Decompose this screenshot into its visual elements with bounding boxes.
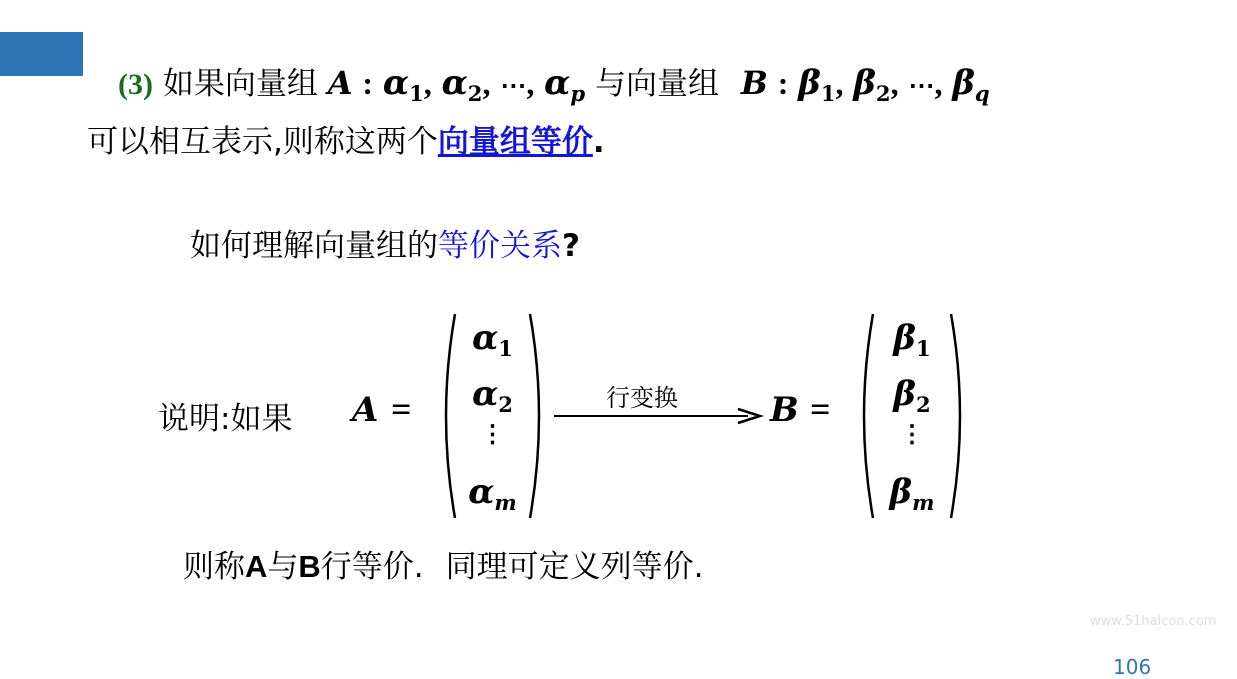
accent-bar xyxy=(0,32,83,76)
equals-a: = xyxy=(391,389,412,429)
matrix-a-entry-1: $\alpha_1$ xyxy=(472,318,513,362)
text-if-group: 如果向量组 xyxy=(162,66,318,102)
alpha-2: $\alpha_2$ xyxy=(441,63,483,107)
beta-q: $\beta_q$ xyxy=(952,63,990,107)
matrix-b-name: B xyxy=(770,390,799,430)
item-number: (3) xyxy=(118,68,153,101)
question-highlight: 等价关系 xyxy=(438,228,562,264)
row-transform-arrow xyxy=(554,406,764,426)
conclusion-line xyxy=(183,541,704,586)
ellipsis-b: ⋯ xyxy=(908,71,935,100)
conclusion-t2: 与 xyxy=(267,549,299,585)
alpha-1: $\alpha_1$ xyxy=(382,63,424,107)
matrix-a-entry-2: $\alpha_2$ xyxy=(472,374,513,418)
beta-1: $\beta_1$ xyxy=(798,63,836,107)
colon-a: : xyxy=(362,65,374,101)
line2-period: . xyxy=(592,124,605,160)
group-b-name: B xyxy=(740,64,768,102)
matrix-b-entry-1: $\beta_1$ xyxy=(893,318,931,362)
watermark: www.51halcon.com xyxy=(1090,614,1217,629)
page-number: 106 xyxy=(1113,655,1152,679)
conclusion-a: A xyxy=(245,549,268,584)
matrix-a xyxy=(435,310,550,522)
alpha-p: $\alpha_p$ xyxy=(544,63,586,107)
matrix-b-entry-m: $\beta_m$ xyxy=(889,472,935,516)
row-transform-label: 行变换 xyxy=(606,384,678,412)
matrix-b xyxy=(853,310,971,522)
explain-label: 说明:如果 xyxy=(158,401,293,437)
question-mark: ? xyxy=(562,228,580,264)
conclusion-t4: 同理可定义列等价. xyxy=(445,549,704,585)
matrix-b-vdots: ⋮ xyxy=(900,422,924,448)
matrix-a-entry-m: $\alpha_m$ xyxy=(468,472,517,516)
matrix-a-vdots: ⋮ xyxy=(480,422,505,448)
colon-b: : xyxy=(777,65,789,101)
definition-line-2 xyxy=(87,116,605,161)
matrix-a-name: A xyxy=(352,390,379,430)
question-text: 如何理解向量组的 xyxy=(190,228,438,264)
question-line xyxy=(190,220,580,265)
beta-2: $\beta_2$ xyxy=(853,63,891,107)
group-a-name: A xyxy=(327,64,353,102)
conclusion-t3: 行等价. xyxy=(320,549,424,585)
conclusion-t1: 则称 xyxy=(183,549,245,585)
equivalence-link[interactable]: 向量组等价 xyxy=(437,124,593,160)
equals-b: = xyxy=(810,389,831,429)
line2-text: 可以相互表示,则称这两个 xyxy=(87,124,438,160)
definition-line-1: (3) 如果向量组 A : $\alpha_1$, $\alpha_2$, ⋯, $\alpha_p$ 与向量组 B : $\beta_1$, $\beta_2$, ⋯, $\beta_q$ xyxy=(118,63,990,107)
ellipsis-a: ⋯ xyxy=(500,71,527,100)
conclusion-b: B xyxy=(298,549,321,584)
text-and-group: 与向量组 xyxy=(594,66,719,102)
matrix-b-entry-2: $\beta_2$ xyxy=(893,374,931,418)
